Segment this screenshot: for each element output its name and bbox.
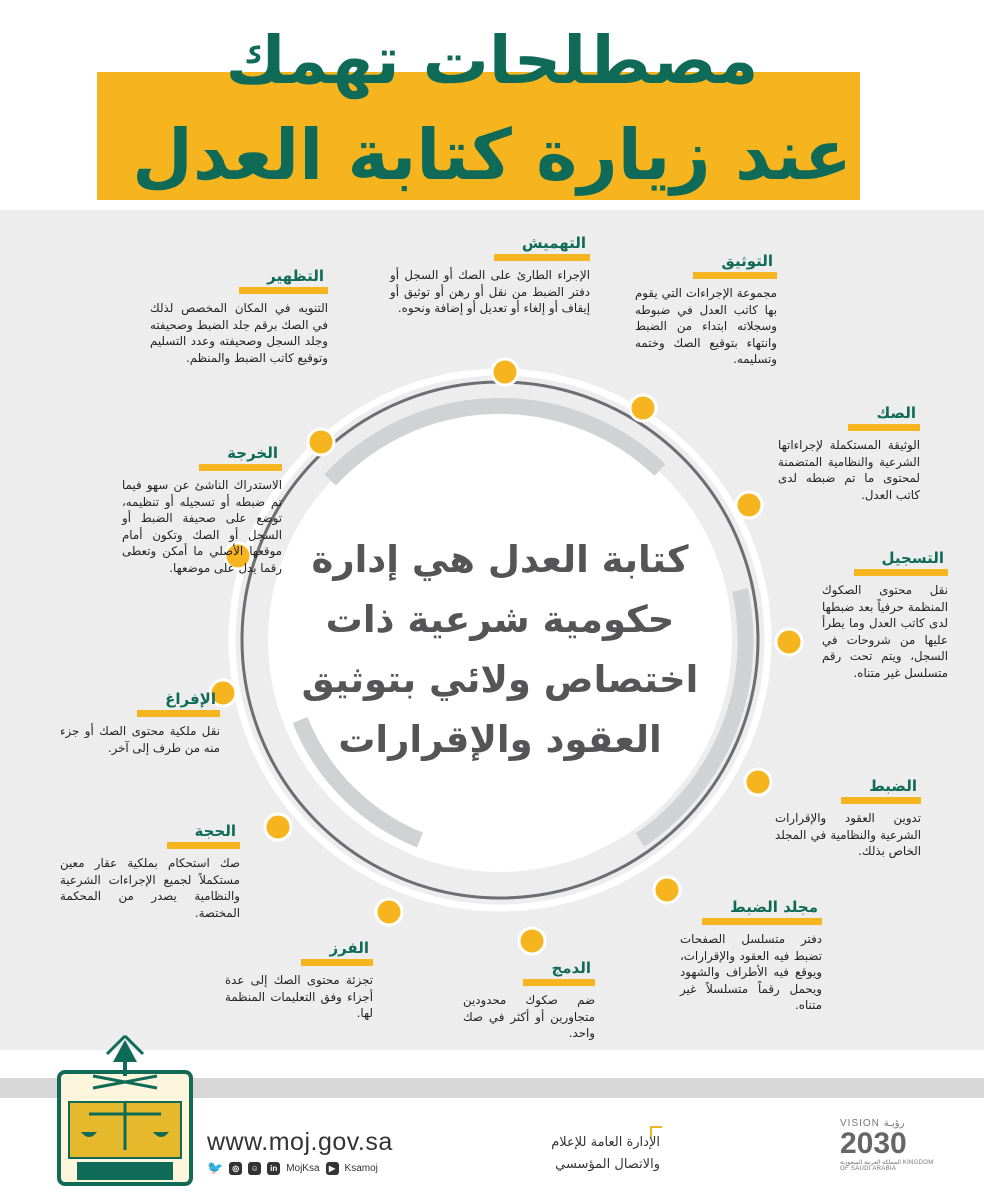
dot-tahmish — [492, 359, 518, 385]
dot-hujja — [265, 814, 291, 840]
term-title: الحجة — [167, 820, 241, 849]
term-hujja — [60, 820, 240, 921]
term-title: الضبط — [841, 775, 921, 804]
handle-ksamoj[interactable]: Ksamoj — [344, 1162, 378, 1174]
center-statement — [270, 530, 730, 770]
linkedin-icon[interactable]: in — [267, 1162, 280, 1175]
vision-2030-logo — [840, 1118, 940, 1180]
center-line2: حكومية شرعية ذات — [325, 598, 675, 641]
snapchat-icon[interactable]: ☺ — [248, 1162, 261, 1175]
social-handles — [207, 1160, 378, 1176]
term-desc: الوثيقة المستكملة لإجراءاتها الشرعية والنظامية المتضمنة لمحتوى ما تم ضبطه لدى كاتب العدل. — [778, 438, 920, 502]
term-desc: دفتر متسلسل الصفحات تضبط فيه العقود والإقرارات، ويوقع فيه الأطراف والشهود ويحمل رقماً متسلسلاً غير متناه. — [680, 932, 822, 1013]
dot-damj — [519, 928, 545, 954]
dot-tasjil — [776, 629, 802, 655]
term-mujallad — [680, 896, 822, 1014]
youtube-icon[interactable]: ▶ — [326, 1162, 339, 1175]
term-tasjil — [822, 547, 948, 682]
term-title: التهميش — [494, 232, 590, 261]
term-dabt — [775, 775, 921, 860]
term-title: الدمج — [523, 957, 595, 986]
instagram-icon[interactable]: ◎ — [229, 1162, 242, 1175]
term-ifragh — [60, 688, 220, 756]
center-line4: العقود والإقرارات — [338, 718, 662, 761]
term-tathir — [150, 265, 328, 366]
dot-tathir — [308, 429, 334, 455]
term-title: الخرجة — [199, 442, 282, 471]
dot-dabt — [745, 769, 771, 795]
term-desc: الإجراء الطارئ على الصك أو السجل أو دفتر الضبط من نقل أو رهن أو توثيق أو إيقاف أو إلغاء أو تعديل أو إضافة ونحوه. — [390, 268, 590, 316]
twitter-icon[interactable]: 🐦 — [207, 1160, 224, 1175]
term-desc: تدوين العقود والإقرارات الشرعية والنظامية في المجلد الخاص بذلك. — [775, 811, 921, 859]
dot-sak — [736, 492, 762, 518]
vision-year: 2030 — [840, 1127, 907, 1160]
term-title: التسجيل — [854, 547, 948, 576]
term-desc: الاستدراك الناشئ عن سهو فيما تم ضبطه أو تسجيله أو تنظيمه، توضع على صحيفة الضبط أو السجل أو الصك وتكون أمام موقعها الأصلي ما أمكن وتعطى رقما يدل على موضعها. — [122, 478, 282, 575]
handle-mojksa[interactable]: MojKsa — [286, 1162, 320, 1174]
term-desc: ضم صكوك محدودين متجاورين أو أكثر في صك واحد. — [463, 993, 595, 1041]
term-kharja — [122, 442, 282, 577]
term-damj — [463, 957, 595, 1042]
media-department — [540, 1132, 660, 1176]
term-sak — [778, 402, 920, 503]
page-title-line1: مصطلحات تهمك — [225, 22, 759, 99]
term-desc: مجموعة الإجراءات التي يقوم بها كاتب العدل في ضبوطه وسجلاته ابتداء من الضبط وانتهاء بتوقيع الصك وختمه وتسليمه. — [635, 286, 777, 367]
term-title: الفرز — [301, 937, 373, 966]
dot-mujallad — [654, 877, 680, 903]
term-desc: صك استحكام بملكية عقار معين مستكملاً لجميع الإجراءات الشرعية والنظامية يصدر من المحكمة المختصة. — [60, 856, 240, 920]
term-farz — [225, 937, 373, 1022]
dot-tawthiq — [630, 395, 656, 421]
term-desc: نقل ملكية محتوى الصك أو جزء منه من طرف إلى آخر. — [60, 724, 220, 755]
term-title: مجلد الضبط — [702, 896, 822, 925]
dept-line1: الإدارة العامة للإعلام — [551, 1135, 660, 1150]
term-title: الصك — [848, 402, 920, 431]
center-line3: اختصاص ولائي بتوثيق — [301, 658, 699, 701]
website-link[interactable]: www.moj.gov.sa — [207, 1128, 393, 1156]
dot-farz — [376, 899, 402, 925]
page-title-line2: عند زيارة كتابة العدل — [132, 114, 852, 196]
term-desc: التنويه في المكان المخصص لذلك في الصك برقم جلد الضبط وصحيفته وجلد السجل وصحيفته وعدد التسليم وتوقيع كاتب الضبط والمنظم. — [150, 301, 328, 365]
term-title: الإفراغ — [137, 688, 220, 717]
vision-word: VISION رؤيـة — [840, 1118, 905, 1129]
term-tahmish — [390, 232, 590, 317]
dept-line2: والاتصال المؤسسي — [555, 1157, 660, 1172]
term-desc: تجزئة محتوى الصك إلى عدة أجزاء وفق التعليمات المنظمة لها. — [225, 973, 373, 1021]
center-line1: كتابة العدل هي إدارة — [311, 538, 689, 581]
term-title: التظهير — [239, 265, 328, 294]
term-desc: نقل محتوى الصكوك المنظمة حرفياً بعد ضبطها لدى كاتب العدل وما يطرأ عليها من شروحات في السجل، ويتم تحت رقم متسلسل غير متناه. — [822, 583, 948, 680]
ministry-emblem — [53, 1032, 197, 1192]
vision-kingdom: المملكة العربية السعودية KINGDOM OF SAUDI ARABIA — [840, 1160, 934, 1172]
term-tawthiq — [635, 250, 777, 368]
term-title: التوثيق — [693, 250, 777, 279]
